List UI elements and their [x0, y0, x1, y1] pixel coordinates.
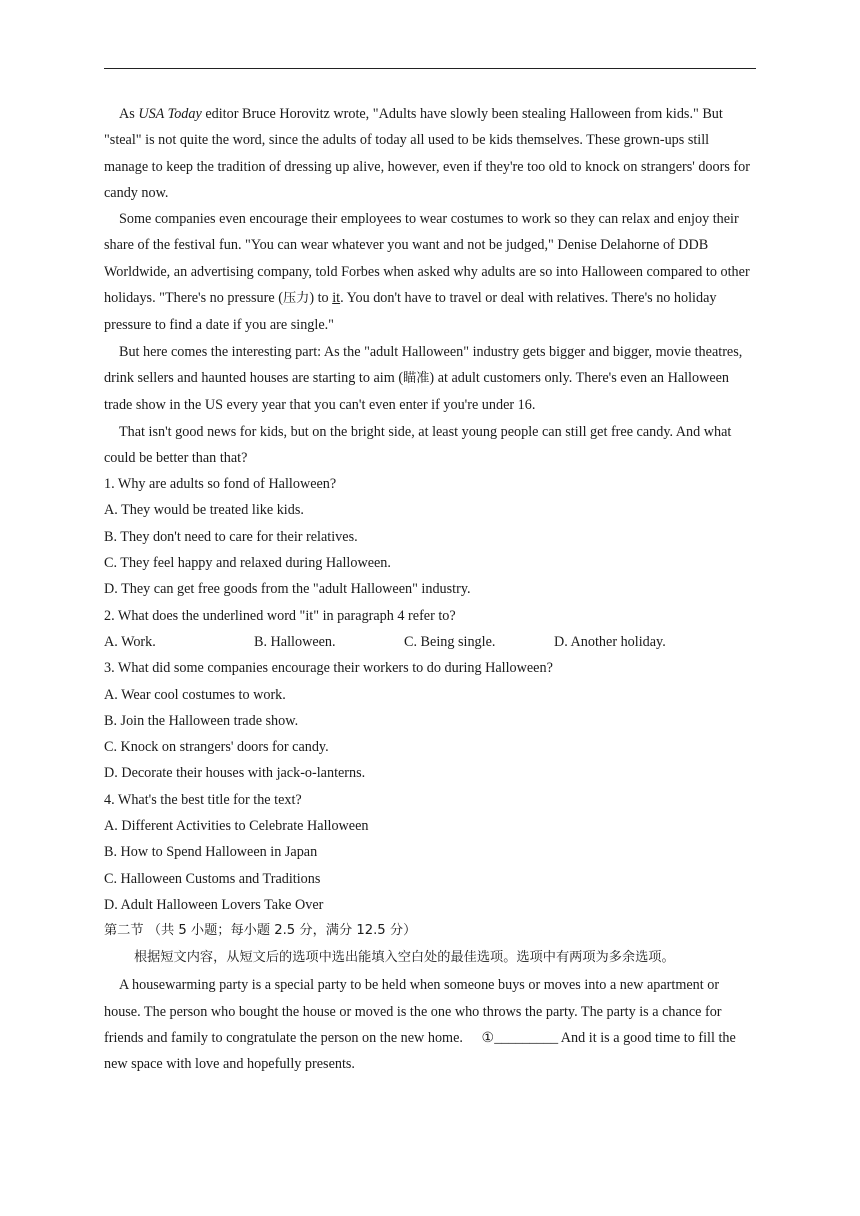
question-1-option-a[interactable]: A. They would be treated like kids.	[104, 502, 304, 519]
question-2-option-b[interactable]: B. Halloween.	[254, 633, 336, 650]
question-3-option-c[interactable]: C. Knock on strangers' doors for candy.	[104, 739, 329, 756]
section-2-text-end: And it is a good time to fill the new space with love and hopefully presents.	[104, 1029, 736, 1073]
blank-1[interactable]: ①_________	[481, 1029, 559, 1046]
question-1-option-b[interactable]: B. They don't need to care for their relatives.	[104, 528, 358, 545]
question-3-stem: 3. What did some companies encourage their workers to do during Halloween?	[104, 660, 553, 677]
question-2-stem: 2. What does the underlined word "it" in paragraph 4 refer to?	[104, 607, 456, 624]
section-2-instruction: 根据短文内容，从短文后的选项中选出能填入空白处的最佳选项。选项中有两项为多余选项。	[134, 950, 675, 966]
question-3-option-b[interactable]: B. Join the Halloween trade show.	[104, 712, 299, 729]
gloss-aim: 瞄准	[403, 370, 430, 386]
question-2-option-a[interactable]: A. Work.	[104, 633, 156, 650]
question-4-option-a[interactable]: A. Different Activities to Celebrate Halloween	[104, 818, 369, 835]
p1-text-end: editor Bruce Horovitz wrote, "Adults have slowly been stealing Halloween from kids." But "steal" is not quite the word, since the adults of today all used to be kids themselves. These grown-ups still manage to keep the tradition of dressing up alive, however, even if they're too old to knock on strangers' doors for candy now.	[104, 106, 750, 201]
question-1-option-c[interactable]: C. They feel happy and relaxed during Halloween.	[104, 555, 391, 572]
section-2-passage	[104, 972, 756, 1077]
passage-paragraph-3	[104, 339, 756, 419]
question-2-option-d[interactable]: D. Another holiday.	[554, 633, 666, 650]
p3-text-end: ) at adult customers only. There's even an Halloween trade show in the US every year that you can't even enter if you're under 16.	[104, 369, 730, 414]
p2-text-mid: ) to	[309, 290, 333, 307]
header-rule	[104, 68, 756, 69]
passage-paragraph-4: That isn't good news for kids, but on the bright side, at least young people can still get free candy. And what could be better than that?	[104, 423, 732, 466]
newspaper-name: USA Today	[138, 106, 202, 122]
question-3-option-a[interactable]: A. Wear cool costumes to work.	[104, 686, 286, 703]
p2-text-end: . You don't have to travel or deal with relatives. There's no holiday pressure to find a date if you are single."	[104, 290, 717, 334]
question-2-option-c[interactable]: C. Being single.	[404, 633, 496, 650]
gloss-pressure: 压力	[282, 291, 310, 307]
question-2-options	[104, 629, 756, 655]
section-2-text-start: A housewarming party is a special party to be held when someone buys or moves into a new apartment or house. The person who bought the house or moved is the one who throws the party. The party is a chance for friends and family to congratulate the person on the new home.	[104, 977, 722, 1046]
document-page	[104, 101, 756, 1077]
p3-text-start: But here comes the interesting part: As the "adult Halloween" industry gets bigger and bigger, movie theatres, drink sellers and haunted houses are starting to aim (	[104, 343, 743, 386]
question-3-option-d[interactable]: D. Decorate their houses with jack-o-lanterns.	[104, 765, 366, 782]
question-4-option-c[interactable]: C. Halloween Customs and Traditions	[104, 870, 321, 887]
question-4-option-d[interactable]: D. Adult Halloween Lovers Take Over	[104, 896, 324, 913]
p1-text-start: As	[119, 106, 139, 122]
question-4-option-b[interactable]: B. How to Spend Halloween in Japan	[104, 844, 318, 861]
question-4-stem: 4. What's the best title for the text?	[104, 791, 302, 808]
p2-text-start: Some companies even encourage their employees to wear costumes to work so they can relax and enjoy their share of the festival fun. "You can wear whatever you want and not be judged," Denise Delahorne of DDB Worldwide, an advertising company, told Forbes when asked why adults are so into Halloween compared to other holidays. "There's no pressure (	[104, 211, 750, 307]
underlined-word-it: it	[332, 290, 341, 307]
question-1-option-d[interactable]: D. They can get free goods from the "adult Halloween" industry.	[104, 581, 471, 598]
question-1-stem: 1. Why are adults so fond of Halloween?	[104, 476, 337, 493]
passage-paragraph-2	[104, 206, 756, 338]
passage-paragraph-1	[104, 101, 756, 206]
section-2-heading: 第二节 （共 5 小题；每小题 2.5 分，满分 12.5 分）	[104, 923, 417, 939]
